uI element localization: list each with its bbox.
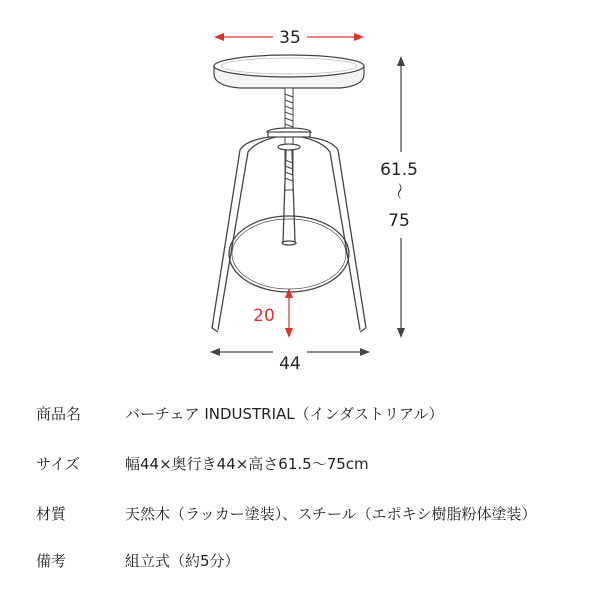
height-max-label: 75 — [388, 211, 410, 231]
height-range-separator: 〜 — [388, 182, 408, 200]
height-min-label: 61.5 — [380, 160, 418, 180]
spec-row-name — [0, 403, 600, 427]
spec-row-size — [0, 453, 600, 477]
footrest-height-arrow — [285, 288, 293, 338]
seat-width-label: 35 — [279, 28, 301, 48]
base-width-label: 44 — [279, 354, 301, 374]
spec-label: 備考 — [36, 552, 67, 570]
spec-value: 幅44×奥行き44×高さ61.5〜75cm — [125, 455, 369, 473]
spec-row-notes — [0, 550, 600, 574]
spec-label: 材質 — [36, 505, 67, 523]
stool-seat — [214, 55, 364, 88]
spec-label: サイズ — [36, 455, 80, 473]
spec-label: 商品名 — [36, 405, 82, 423]
spec-value: 天然木（ラッカー塗装）、スチール（エポキシ樹脂粉体塗装） — [125, 505, 537, 523]
spec-value: 組立式（約5分） — [125, 552, 240, 570]
spec-value: バーチェア INDUSTRIAL（インダストリアル） — [125, 405, 444, 423]
footrest-height-label: 20 — [253, 306, 275, 326]
spec-row-material — [0, 503, 600, 527]
height-screw — [285, 88, 293, 190]
footrest-ring — [229, 216, 349, 292]
